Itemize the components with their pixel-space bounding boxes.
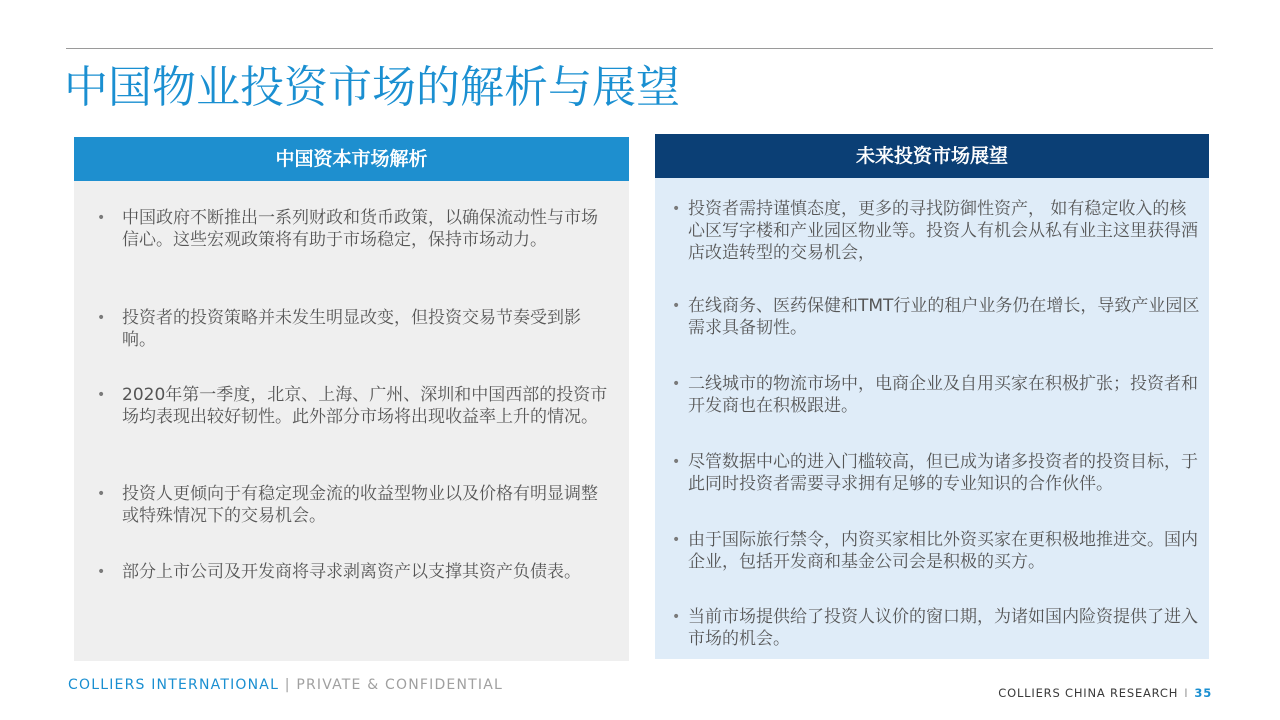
bullet-dot-icon: •: [97, 310, 106, 326]
page-number: 35: [1194, 686, 1212, 700]
bullet-dot-icon: •: [97, 564, 106, 580]
bullet-text: 尽管数据中心的进入门槛较高，但已成为诸多投资者的投资目标，于此同时投资者需要寻求拥有足够的专业知识的合作伙伴。: [688, 452, 1198, 494]
panel-header-left: 中国资本市场解析: [74, 137, 629, 181]
market-outlook-panel: [655, 134, 1209, 659]
footer-research-separator: I: [1184, 686, 1189, 700]
bullet-text: 由于国际旅行禁令，内资买家相比外资买家在更积极地推进交。国内企业，包括开发商和基金公司会是积极的买方。: [688, 530, 1198, 572]
bullet-text: 二线城市的物流市场中，电商企业及自用买家在积极扩张；投资者和开发商也在积极跟进。: [688, 374, 1198, 416]
top-divider: [66, 48, 1213, 49]
bullet-text: 部分上市公司及开发商将寻求剥离资产以支撑其资产负债表。: [122, 562, 581, 582]
panel-body-right: [655, 178, 1209, 659]
bullet-dot-icon: •: [672, 532, 681, 548]
footer-research: COLLIERS CHINA RESEARCH: [998, 686, 1179, 700]
footer-brand: COLLIERS INTERNATIONAL: [68, 677, 280, 693]
capital-market-analysis-panel: [74, 137, 629, 661]
bullet-text: 投资者需持谨慎态度，更多的寻找防御性资产， 如有稳定收入的核心区写字楼和产业园区物业等。投资人有机会从私有业主这里获得酒店改造转型的交易机会，: [688, 199, 1198, 263]
bullet-text: 中国政府不断推出一系列财政和货币政策，以确保流动性与市场信心。这些宏观政策将有助于市场稳定，保持市场动力。: [122, 208, 598, 250]
bullet-dot-icon: •: [672, 454, 681, 470]
bullet-dot-icon: •: [672, 298, 681, 314]
footer-confidential: PRIVATE & CONFIDENTIAL: [296, 677, 504, 693]
bullet-dot-icon: •: [97, 486, 106, 502]
bullet-text: 投资人更倾向于有稳定现金流的收益型物业以及价格有明显调整或特殊情况下的交易机会。: [122, 484, 598, 526]
footer-left: [68, 677, 503, 693]
bullet-text: 2020年第一季度，北京、上海、广州、深圳和中国西部的投资市场均表现出较好韧性。此外部分市场将出现收益率上升的情况。: [122, 385, 608, 427]
bullet-dot-icon: •: [97, 210, 106, 226]
panel-header-right: 未来投资市场展望: [655, 134, 1209, 178]
page-title: 中国物业投资市场的解析与展望: [64, 62, 680, 113]
footer-separator: |: [284, 677, 291, 693]
footer-right: [998, 686, 1212, 700]
bullet-text: 在线商务、医药保健和TMT行业的租户业务仍在增长，导致产业园区需求具备韧性。: [688, 296, 1200, 338]
panel-body-left: [74, 181, 629, 661]
bullet-dot-icon: •: [97, 387, 106, 403]
bullet-text: 当前市场提供给了投资人议价的窗口期，为诸如国内险资提供了进入市场的机会。: [688, 607, 1198, 649]
bullet-text: 投资者的投资策略并未发生明显改变，但投资交易节奏受到影响。: [122, 308, 581, 350]
bullet-dot-icon: •: [672, 201, 681, 217]
bullet-dot-icon: •: [672, 609, 681, 625]
bullet-dot-icon: •: [672, 376, 681, 392]
